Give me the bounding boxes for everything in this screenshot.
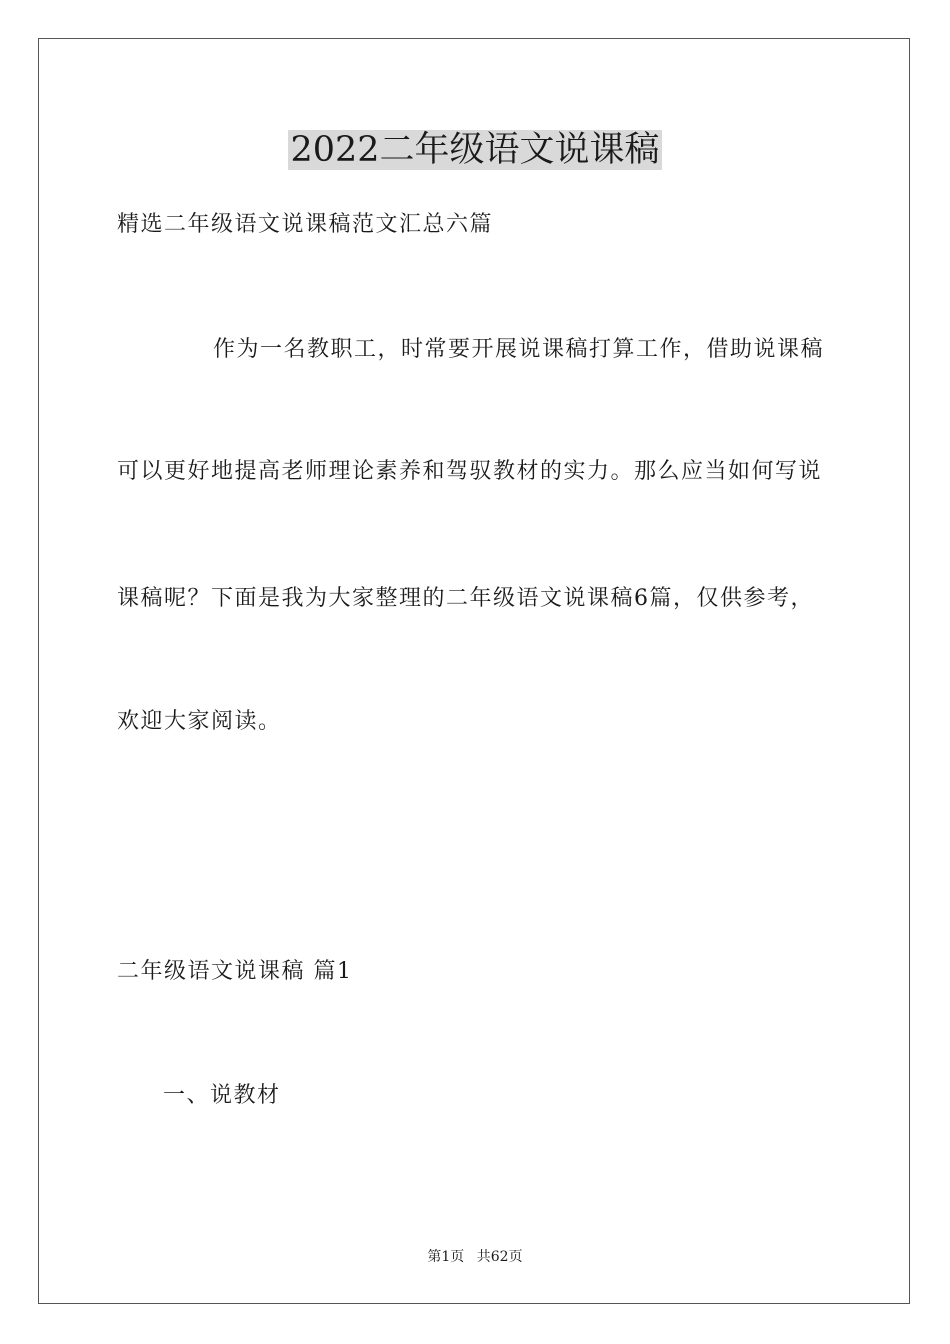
page-footer — [0, 1247, 950, 1267]
document-subtitle: 精选二年级语文说课稿范文汇总六篇 — [117, 212, 494, 237]
paragraph-line-3: 课稿呢？下面是我为大家整理的二年级语文说课稿6篇，仅供参考， — [117, 586, 814, 611]
document-title-text: 2022二年级语文说课稿 — [290, 130, 660, 170]
page-number: 第1页 — [427, 1249, 465, 1265]
document-title — [0, 128, 950, 172]
subsection-heading: 一、说教材 — [163, 1083, 281, 1108]
paragraph-line-1: 作为一名教职工，时常要开展说课稿打算工作，借助说课稿 — [213, 337, 825, 362]
paragraph-line-2: 可以更好地提高老师理论素养和驾驭教材的实力。那么应当如何写说 — [117, 459, 823, 484]
section-heading: 二年级语文说课稿 篇1 — [117, 959, 353, 984]
page-total: 共62页 — [476, 1249, 523, 1265]
paragraph-line-4: 欢迎大家阅读。 — [117, 709, 282, 734]
